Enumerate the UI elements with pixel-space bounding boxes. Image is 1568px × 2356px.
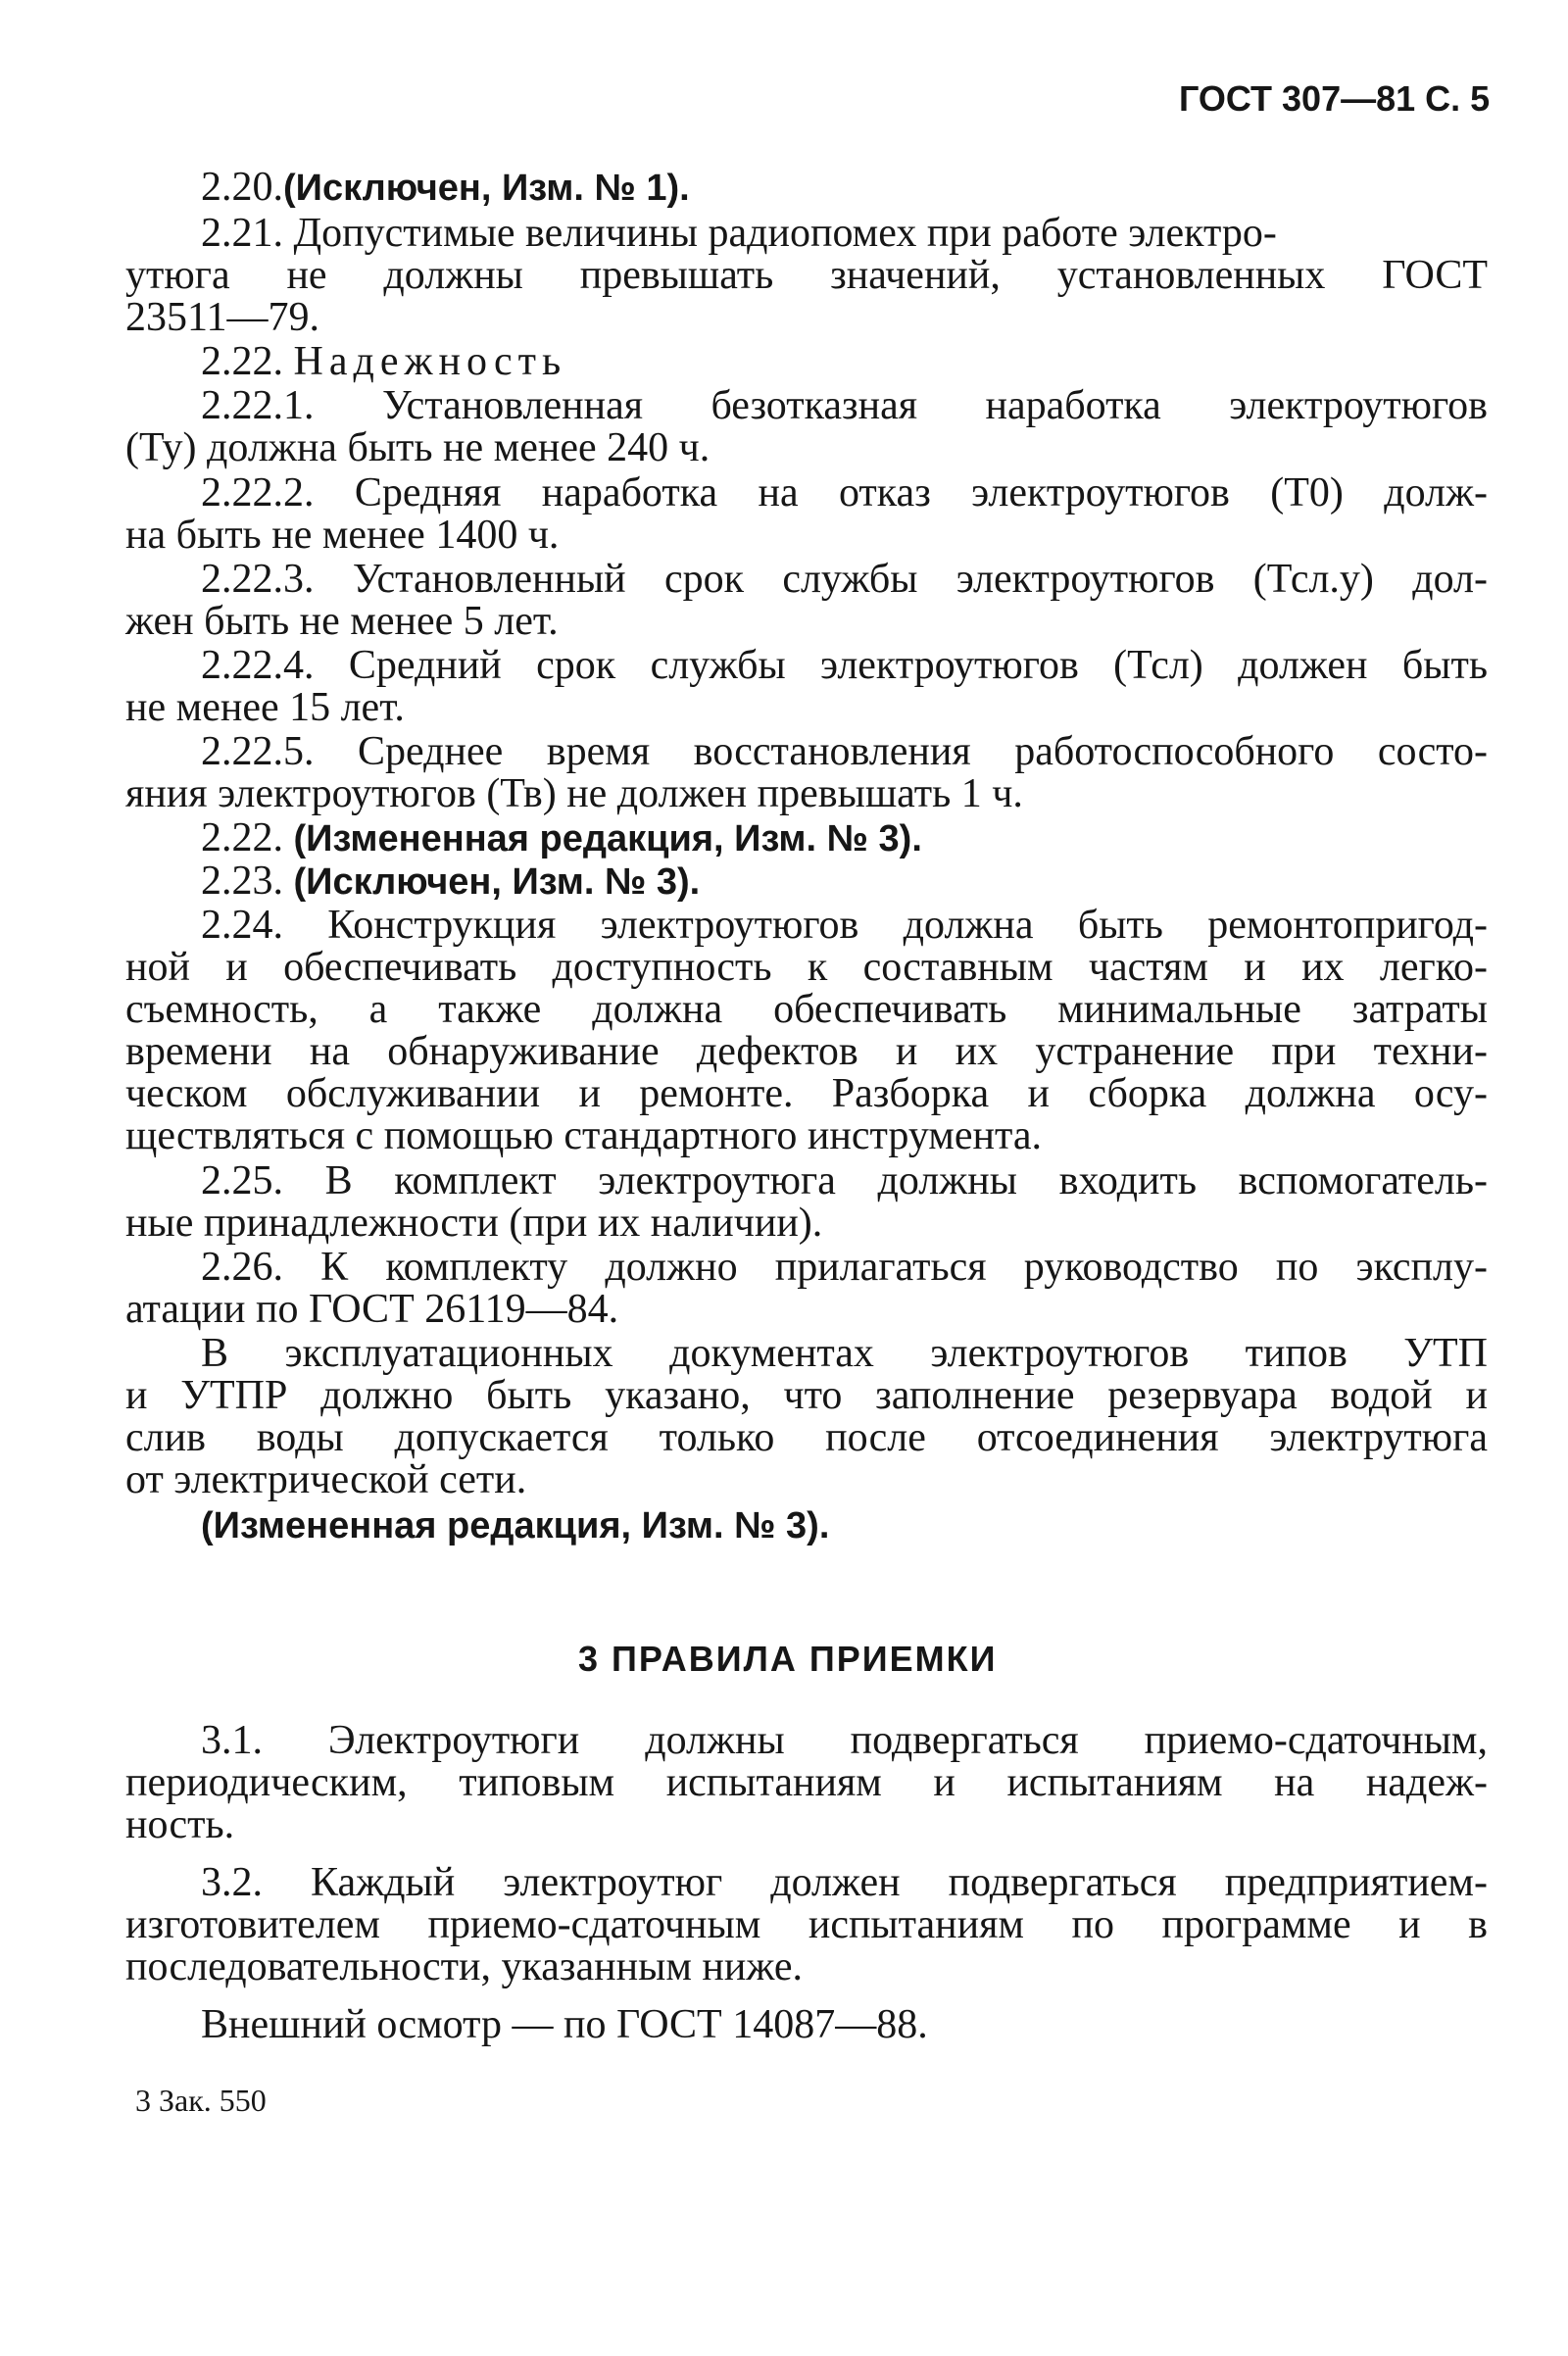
clause-2-24-line4: времени на обнаруживание дефектов и их устранение при техни- <box>125 1029 1488 1074</box>
clause-2-21-line1: 2.21. Допустимые величины радиопомех при работе электро- <box>201 211 1277 256</box>
clause-2-22-note <box>201 817 922 859</box>
clause-3-1-line1: 3.1. Электроутюги должны подвергаться приемо-сдаточным, <box>201 1718 1488 1763</box>
clause-3-1-line3: ность. <box>125 1802 235 1847</box>
clause-2-26-line1: 2.26. К комплекту должно прилагаться руководство по эксплу- <box>201 1245 1488 1290</box>
clause-2-22-3-line2: жен быть не менее 5 лет. <box>125 599 559 644</box>
clause-2-26b-line2: и УТПР должно быть указано, что заполнение резервуара водой и <box>125 1373 1488 1418</box>
clause-2-22-1-line1: 2.22.1. Установленная безотказная наработка электроутюгов <box>201 383 1488 428</box>
clause-2-22-1-line2: (Ту) должна быть не менее 240 ч. <box>125 425 710 470</box>
clause-2-25-line2: ные принадлежности (при их наличии). <box>125 1201 823 1246</box>
clause-note: (Измененная редакция, Изм. № 3). <box>293 818 922 859</box>
clause-3-2-line2: изготовителем приемо-сдаточным испытаниям по программе и в <box>125 1902 1488 1947</box>
clause-number: 2.23. <box>201 859 283 904</box>
clause-2-23 <box>201 860 700 902</box>
clause-3-2b: Внешний осмотр — по ГОСТ 14087—88. <box>201 2002 928 2047</box>
clause-title: Надежность <box>293 339 567 384</box>
clause-2-22-3-line1: 2.22.3. Установленный срок службы электроутюгов (Тсл.у) дол- <box>201 557 1488 602</box>
clause-2-22-2-line1: 2.22.2. Средняя наработка на отказ электроутюгов (Т0) долж- <box>201 470 1488 515</box>
clause-2-21-line2: утюга не должны превышать значений, установленных ГОСТ <box>125 253 1488 298</box>
clause-2-24-line5: ческом обслуживании и ремонте. Разборка и сборка должна осу- <box>125 1071 1488 1116</box>
clause-number: 2.20. <box>201 165 283 210</box>
section-title: 3 ПРАВИЛА ПРИЕМКИ <box>578 1639 998 1679</box>
clause-2-26b-line3: слив воды допускается только после отсоединения электрутюга <box>125 1415 1488 1460</box>
clause-note: (Исключен, Изм. № 3). <box>293 861 701 903</box>
clause-2-26-note: (Измененная редакция, Изм. № 3). <box>201 1505 830 1546</box>
clause-2-26-line2: атации по ГОСТ 26119—84. <box>125 1287 619 1332</box>
clause-2-26b-line4: от электрической сети. <box>125 1457 527 1502</box>
clause-number: 2.22. <box>201 815 283 860</box>
clause-2-21-line3: 23511—79. <box>125 295 319 340</box>
clause-2-24-line6: ществляться с помощью стандартного инструмента. <box>125 1113 1042 1158</box>
clause-2-24-line3: съемность, а также должна обеспечивать минимальные затраты <box>125 987 1488 1032</box>
clause-2-25-line1: 2.25. В комплект электроутюга должны входить вспомогатель- <box>201 1158 1488 1203</box>
clause-2-22-5-line1: 2.22.5. Среднее время восстановления работоспособного состо- <box>201 729 1488 774</box>
clause-2-22-5-line2: яния электроутюгов (Тв) не должен превышать 1 ч. <box>125 771 1023 816</box>
clause-3-2-line1: 3.2. Каждый электроутюг должен подвергаться предприятием- <box>201 1860 1488 1905</box>
page-header: ГОСТ 307—81 С. 5 <box>1179 78 1491 119</box>
clause-3-1-line2: периодическим, типовым испытаниям и испытаниям на надеж- <box>125 1760 1488 1805</box>
page-footer: 3 Зак. 550 <box>135 2083 267 2118</box>
clause-note: (Исключен, Изм. № 1). <box>283 168 690 209</box>
clause-2-22-heading <box>201 341 566 382</box>
clause-2-26b-line1: В эксплуатационных документах электроутюгов типов УТП <box>201 1331 1488 1376</box>
clause-2-20 <box>201 167 690 208</box>
clause-2-22-2-line2: на быть не менее 1400 ч. <box>125 513 560 558</box>
clause-2-22-4-line2: не менее 15 лет. <box>125 685 405 730</box>
clause-2-24-line1: 2.24. Конструкция электроутюгов должна быть ремонтопригод- <box>201 903 1488 948</box>
clause-3-2-line3: последовательности, указанным ниже. <box>125 1944 803 1989</box>
clause-number: 2.22. <box>201 339 283 384</box>
clause-2-24-line2: ной и обеспечивать доступность к составным частям и их легко- <box>125 945 1488 990</box>
clause-2-22-4-line1: 2.22.4. Средний срок службы электроутюгов (Тсл) должен быть <box>201 643 1488 688</box>
